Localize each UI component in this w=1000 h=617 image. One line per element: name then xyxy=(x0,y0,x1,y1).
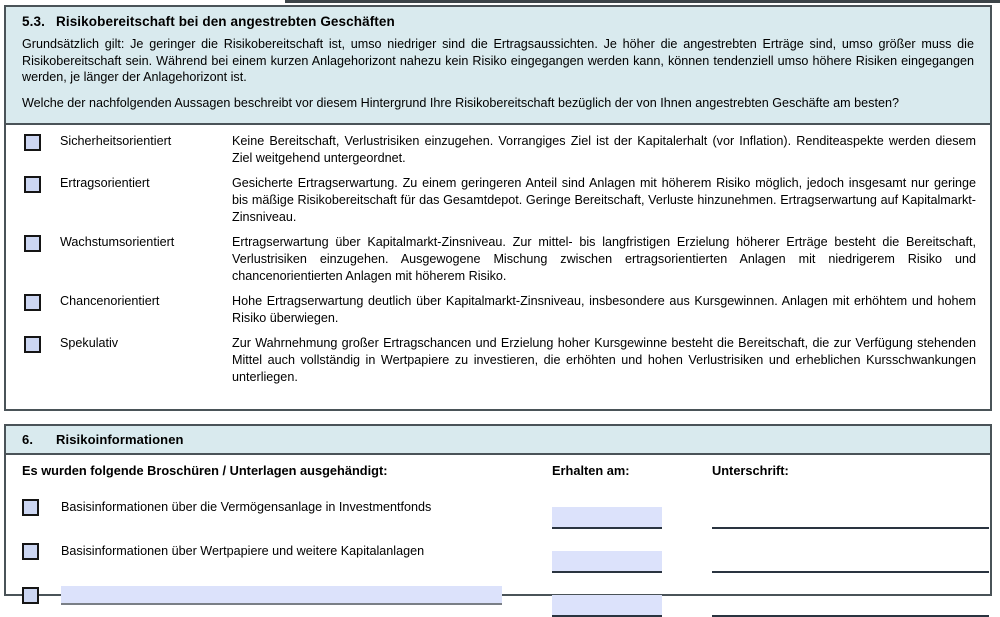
received-on-input[interactable] xyxy=(552,595,662,617)
cut-off-rule-above xyxy=(285,0,1000,3)
checkbox-weitere-unterlage[interactable] xyxy=(22,587,39,604)
signature-input[interactable] xyxy=(712,507,989,529)
received-on-input[interactable] xyxy=(552,507,662,529)
info-section-title: Risikoinformationen xyxy=(56,432,184,447)
received-on-cell xyxy=(552,595,712,617)
checkbox-wachstumsorientiert[interactable] xyxy=(24,235,41,252)
risk-information-panel xyxy=(4,424,992,596)
risk-section-band xyxy=(6,7,990,125)
document-cell xyxy=(22,529,552,573)
risk-option-description: Hohe Ertragserwartung deutlich über Kapitalmarkt-Zinsniveau, insbesondere aus Kursgewinnen. Anlagen mit erhöhtem und hohem Risiko überwiegen. xyxy=(232,294,976,326)
risk-option-row[interactable] xyxy=(6,335,990,386)
info-document-row xyxy=(22,529,974,573)
other-document-input[interactable] xyxy=(61,586,502,605)
received-on-input[interactable] xyxy=(552,551,662,573)
risk-option-row[interactable] xyxy=(6,175,990,226)
risk-section-number: 5.3. xyxy=(22,14,45,29)
intro-paragraph-2: Welche der nachfolgenden Aussagen beschreibt vor diesem Hintergrund Ihre Risikobereitschaft bezüglich der von Ihnen angestrebten Geschäfte am besten? xyxy=(22,95,899,110)
checkbox-investmentfonds-broschuere[interactable] xyxy=(22,499,39,516)
document-cell xyxy=(22,485,552,529)
intro-paragraph-1: Grundsätzlich gilt: Je geringer die Risikobereitschaft ist, umso niedriger sind die Ertragsaussichten. Je höher die angestrebten Erträge sind, umso größer muss die Risikobereitschaft sein. Während bei einem kurzen Anlagehorizont nahezu kein Risiko eingegangen werden kann, können tendenziell umso höhere Risiken eingegangen werden, je länger der Anlagehorizont ist. xyxy=(22,37,974,85)
signature-input[interactable] xyxy=(712,551,989,573)
info-document-row xyxy=(22,573,974,617)
column-header-documents: Es wurden folgende Broschüren / Unterlagen ausgehändigt: xyxy=(22,463,388,478)
info-section-body xyxy=(6,455,990,617)
risk-option-description: Zur Wahrnehmung großer Ertragschancen und Erzielung hoher Kursgewinne besteht die Bereitschaft, die zur Verfügung stehenden Mittel auch vollständig in Wertpapiere zu investieren, die erhöhten und hohen Verlustrisiken und erheblichen Kursschwankungen unterliegen. xyxy=(232,336,976,385)
checkbox-chancenorientiert[interactable] xyxy=(24,294,41,311)
risk-option-row[interactable] xyxy=(6,133,990,167)
signature-cell xyxy=(712,507,989,529)
document-label: Basisinformationen über Wertpapiere und weitere Kapitalanlagen xyxy=(61,543,425,558)
risk-option-description: Ertragserwartung über Kapitalmarkt-Zinsniveau. Zur mittel- bis langfristigen Erzielung höherer Erträge besteht die Bereitschaft, Verlustrisiken einzugehen. Ausgewogene Mischung zwischen ertragsorientierten Anlagen mit niedrigerem Risiko und chancenorientierten Anlagen mit höherem Risiko. xyxy=(232,235,976,284)
document-cell xyxy=(22,573,552,617)
risk-option-label: Wachstumsorientiert xyxy=(60,235,175,250)
risk-section-heading xyxy=(6,7,990,36)
risk-option-label: Chancenorientiert xyxy=(60,294,160,309)
signature-cell xyxy=(712,595,989,617)
risk-option-row[interactable] xyxy=(6,293,990,327)
checkbox-spekulativ[interactable] xyxy=(24,336,41,353)
column-header-signature: Unterschrift: xyxy=(712,463,789,478)
risk-section-title: Risikobereitschaft bei den angestrebten Geschäften xyxy=(56,14,395,29)
signature-cell xyxy=(712,551,989,573)
risk-option-label: Ertragsorientiert xyxy=(60,176,150,191)
risk-option-description: Gesicherte Ertragserwartung. Zu einem geringeren Anteil sind Anlagen mit höherem Risiko möglich, jedoch insgesamt nur geringe bis mäßige Risikobereitschaft für das Gesamtdepot. Geringe Bereitschaft, Verluste hinzunehmen. Ertragserwartung auf Kapitalmarkt-Zinsniveau. xyxy=(232,176,976,225)
risk-option-row[interactable] xyxy=(6,234,990,285)
document-label: Basisinformationen über die Vermögensanlage in Investmentfonds xyxy=(61,499,432,514)
checkbox-ertragsorientiert[interactable] xyxy=(24,176,41,193)
received-on-cell xyxy=(552,551,712,573)
risk-section-intro xyxy=(6,36,990,125)
info-document-row xyxy=(22,485,974,529)
risk-options-list xyxy=(6,125,990,392)
info-section-number: 6. xyxy=(22,432,34,447)
info-section-heading xyxy=(6,426,990,455)
received-on-cell xyxy=(552,507,712,529)
risk-tolerance-panel xyxy=(4,5,992,411)
checkbox-wertpapiere-broschuere[interactable] xyxy=(22,543,39,560)
info-section-band xyxy=(6,426,990,455)
column-header-received-on: Erhalten am: xyxy=(552,463,630,478)
risk-option-label: Sicherheitsorientiert xyxy=(60,134,172,149)
info-column-headers xyxy=(22,463,974,478)
risk-option-description: Keine Bereitschaft, Verlustrisiken einzugehen. Vorrangiges Ziel ist der Kapitalerhalt (vor Inflation). Renditeaspekte werden diesem Ziel weitgehend untergeordnet. xyxy=(232,134,976,166)
checkbox-sicherheitsorientiert[interactable] xyxy=(24,134,41,151)
signature-input[interactable] xyxy=(712,595,989,617)
risk-option-label: Spekulativ xyxy=(60,336,119,351)
